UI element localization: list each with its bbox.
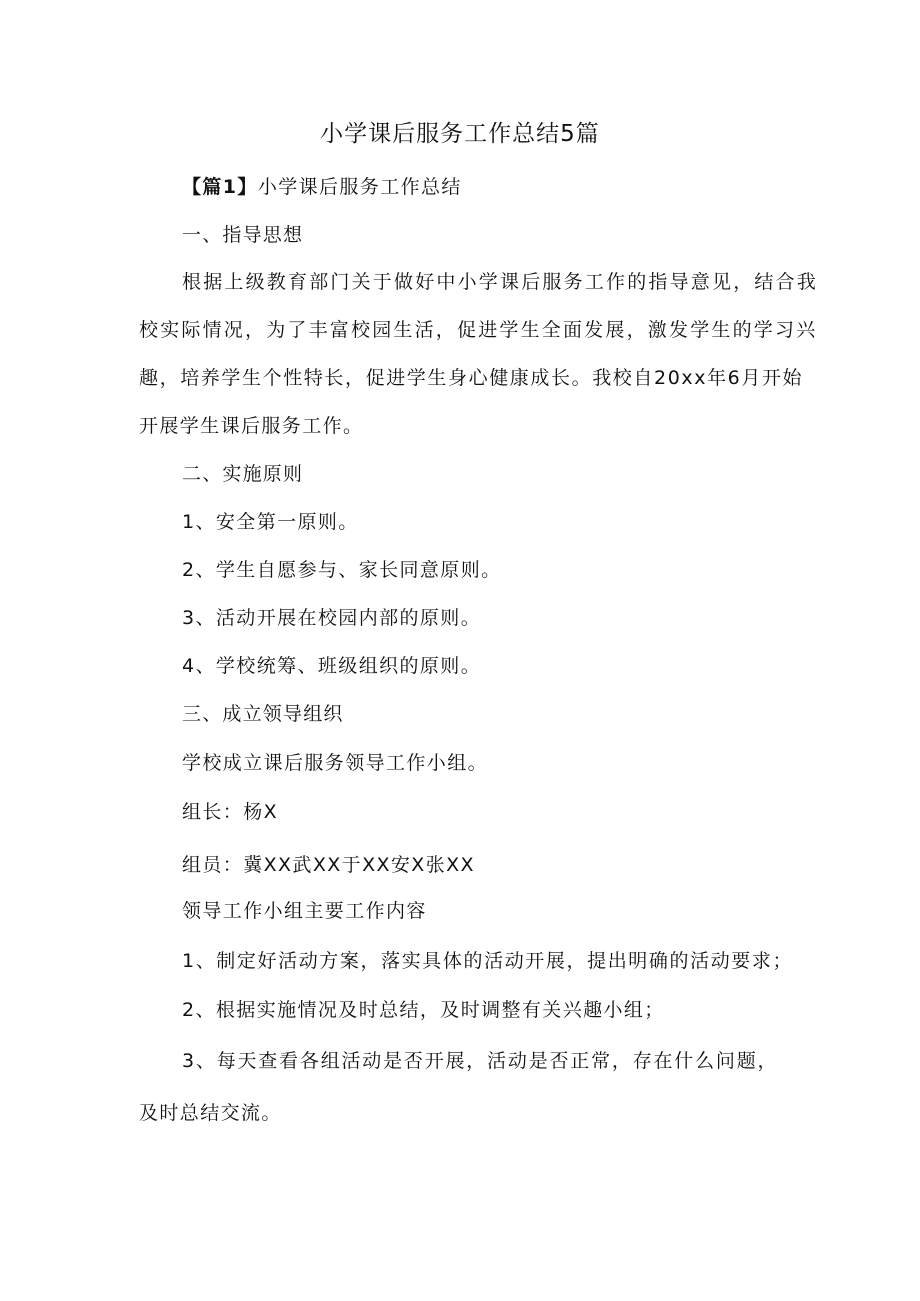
section-heading-leadership: 三、成立领导组织 xyxy=(182,703,344,725)
list-item: 3、活动开展在校园内部的原则。 xyxy=(182,607,482,629)
paragraph-line: 根据上级教育部门关于做好中小学课后服务工作的指导意见，结合我 xyxy=(182,271,819,293)
list-item: 2、根据实施情况及时总结，及时调整有关兴趣小组； xyxy=(182,999,665,1021)
paragraph-line: 及时总结交流。 xyxy=(139,1102,282,1124)
list-item: 4、学校统筹、班级组织的原则。 xyxy=(182,655,482,677)
group-members: 组员：冀XX武XX于XX安X张XX xyxy=(182,854,475,876)
duties-heading: 领导工作小组主要工作内容 xyxy=(182,900,427,922)
section-heading-principles: 二、实施原则 xyxy=(182,463,304,485)
list-item: 1、安全第一原则。 xyxy=(182,511,359,533)
list-item: 2、学生自愿参与、家长同意原则。 xyxy=(182,559,502,581)
chapter-prefix: 【篇1】 xyxy=(182,176,258,198)
document-title: 小学课后服务工作总结5篇 xyxy=(320,121,600,147)
section-heading-guiding-ideology: 一、指导思想 xyxy=(182,224,304,246)
group-leader: 组长：杨X xyxy=(182,801,279,823)
paragraph-line: 开展学生课后服务工作。 xyxy=(139,415,364,437)
list-item: 3、每天查看各组活动是否开展，活动是否正常，存在什么问题， xyxy=(182,1050,779,1072)
chapter-title: 小学课后服务工作总结 xyxy=(257,176,462,198)
list-item: 1、制定好活动方案，落实具体的活动开展，提出明确的活动要求； xyxy=(182,950,794,972)
leadership-intro: 学校成立课后服务领导工作小组。 xyxy=(182,752,489,774)
paragraph-line: 趣，培养学生个性特长，促进学生身心健康成长。我校自20xx年6月开始 xyxy=(139,367,804,389)
paragraph-line: 校实际情况，为了丰富校园生活，促进学生全面发展，激发学生的学习兴 xyxy=(139,319,818,341)
chapter-heading xyxy=(182,174,462,200)
